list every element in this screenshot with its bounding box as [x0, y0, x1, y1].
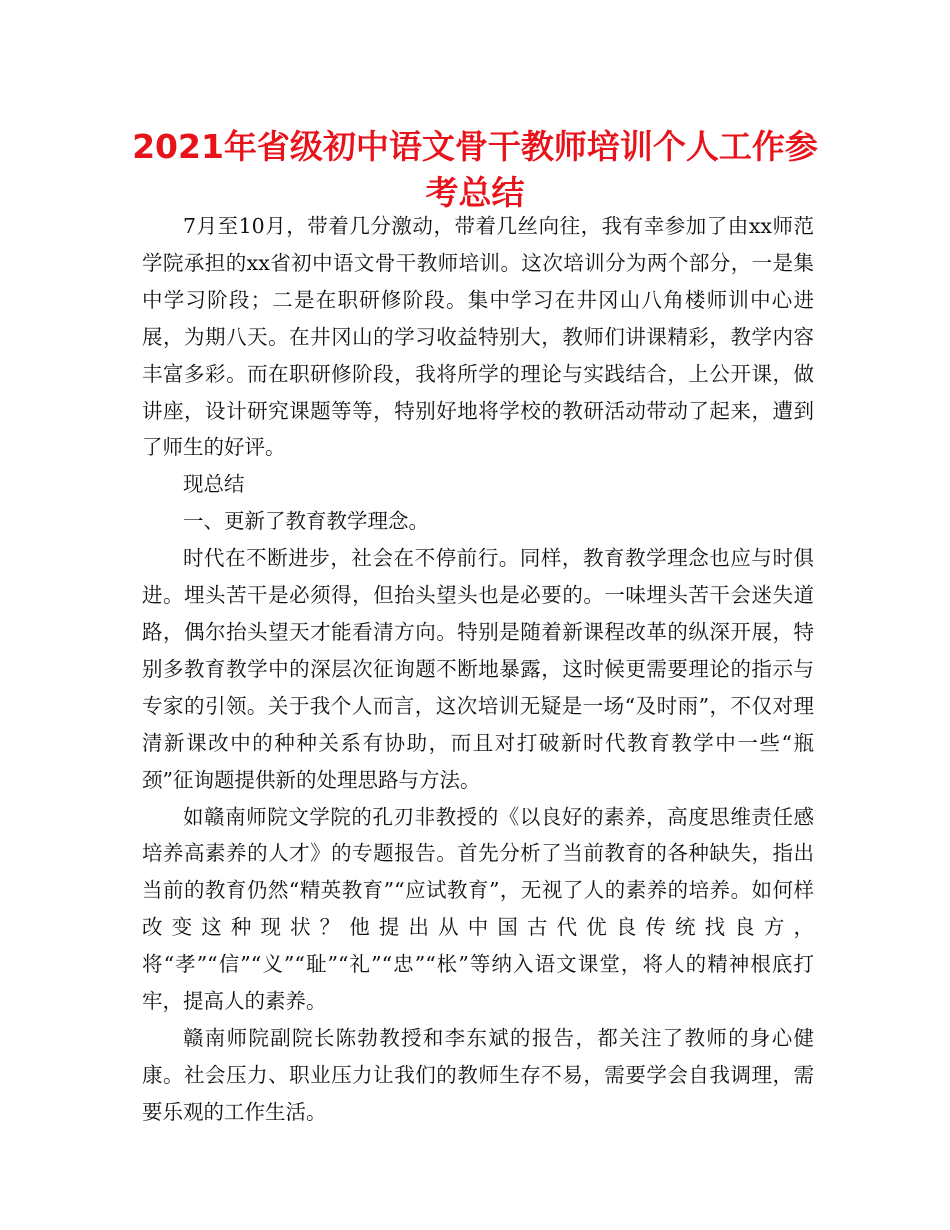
- paragraph-section-1: 时代在不断进步，社会在不停前行。同样，教育教学理念也应与时俱进。埋头苦干是必须得，但抬头望头也是必要的。一味埋头苦干会迷失道路，偶尔抬头望天才能看清方向。特别是随着新课程改革的纵深开展，特别多教育教学中的深层次征询题不断地暴露，这时候更需要理论的指示与专家的引领。关于我个人而言，这次培训无疑是一场“及时雨”，不仅对理清新课改中的种种关系有协助，而且对打破新时代教育教学中一些“瓶颈”征询题提供新的处理思路与方法。: [142, 546, 814, 792]
- paragraph-example-report: 如赣南师院文学院的孔刃非教授的《以良好的素养，高度思维责任感培养高素养的人才》的专题报告。首先分析了当前教育的各种缺失，指出当前的教育仍然“精英教育”“应试教育”，无视了人的素养的培养。如何样改变这种现状？他提出从中国古代优良传统找良方，将“孝”“信”“义”“耻”“礼”“忠”“枨”等纳入语文课堂，将人的精神根底打牢，提高人的素养。: [142, 804, 814, 1014]
- paragraph-intro: 7月至10月，带着几分激动，带着几丝向往，我有幸参加了由xx师范学院承担的xx省初中语文骨干教师培训。这次培训分为两个部分，一是集中学习阶段；二是在职研修阶段。集中学习在井冈山八角楼师训中心进展，为期八天。在井冈山的学习收益特别大，教师们讲课精彩，教学内容丰富多彩。而在职研修阶段，我将所学的理论与实践结合，上公开课，做讲座，设计研究课题等等，特别好地将学校的教研活动带动了起来，遭到了师生的好评。: [142, 214, 814, 460]
- document-title-line-2: 考总结: [425, 173, 525, 212]
- section-heading-1: 一、更新了教育教学理念。: [183, 509, 429, 534]
- paragraph-summary-label: 现总结: [183, 472, 245, 497]
- paragraph-health-report: 赣南师院副院长陈勃教授和李东斌的报告，都关注了教师的身心健康。社会压力、职业压力让我们的教师生存不易，需要学会自我调理，需要乐观的工作生活。: [142, 1025, 814, 1124]
- document-title-line-1: 2021年省级初中语文骨干教师培训个人工作参: [132, 127, 818, 166]
- document-body: [142, 208, 814, 1131]
